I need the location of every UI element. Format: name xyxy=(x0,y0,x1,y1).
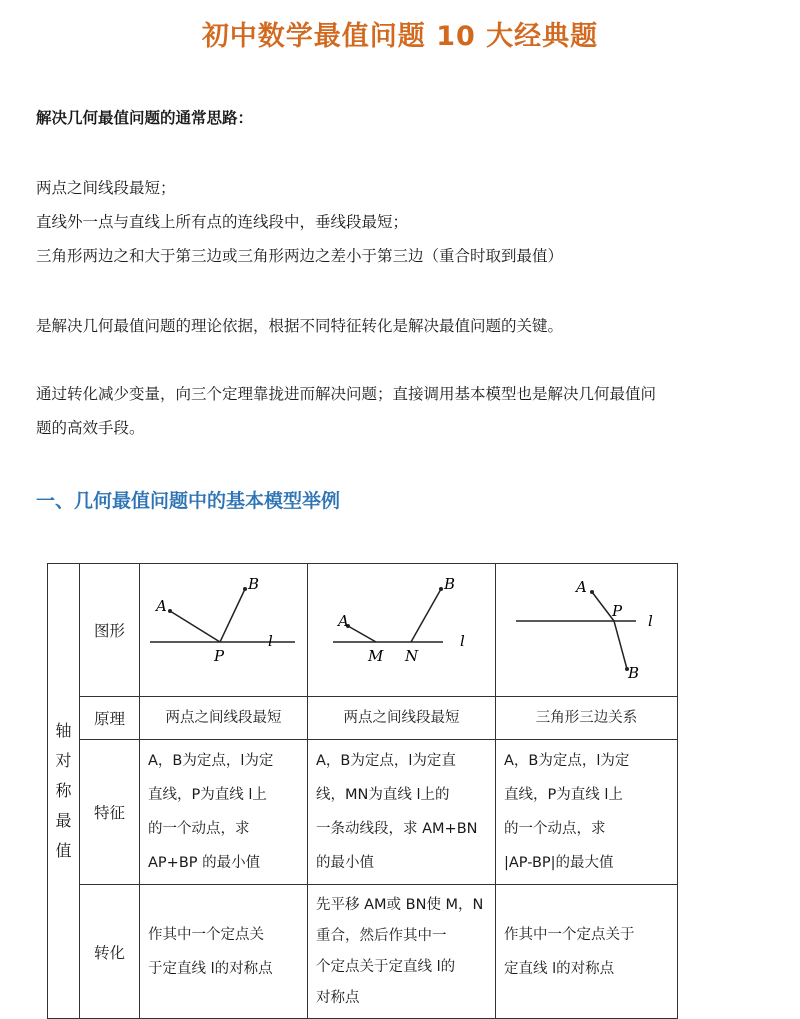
transform-line: 作其中一个定点关于 xyxy=(504,926,635,943)
label-m: M xyxy=(368,647,384,665)
table-row-figure xyxy=(48,564,678,697)
feature-line: 的一个动点，求 xyxy=(148,821,250,837)
feature-line: 的一个动点，求 xyxy=(504,821,606,837)
figure-2 xyxy=(308,564,496,697)
transform-cell-2 xyxy=(308,885,496,1019)
row-header-feature: 特征 xyxy=(80,740,140,885)
point-a xyxy=(590,590,594,594)
model-table xyxy=(47,563,678,1019)
feature-cell-1 xyxy=(140,740,308,885)
transform-cell-3 xyxy=(496,885,678,1019)
figure-1-diagram xyxy=(140,564,308,696)
segment-bn xyxy=(411,589,441,642)
feature-line: 一条动线段，求 AM+BN xyxy=(316,821,478,837)
principle-3: 三角形两边之和大于第三边或三角形两边之差小于第三边（重合时取到最值） xyxy=(36,247,564,265)
feature-cell-2 xyxy=(308,740,496,885)
paragraph-method-line2: 题的高效手段。 xyxy=(36,419,145,437)
principle-1: 两点之间线段最短； xyxy=(36,179,176,197)
figure-3-diagram xyxy=(496,564,678,696)
side-char: 轴 xyxy=(55,721,72,740)
label-b: B xyxy=(628,664,640,682)
label-p: P xyxy=(612,602,623,620)
side-char: 对 xyxy=(55,751,72,770)
page-title: 初中数学最值问题 10 大经典题 xyxy=(201,21,599,52)
figure-3 xyxy=(496,564,678,697)
principle-cell-1: 两点之间线段最短 xyxy=(140,697,308,740)
side-char: 最 xyxy=(55,811,72,830)
label-b: B xyxy=(444,575,456,593)
transform-line: 定直线 l的对称点 xyxy=(504,960,615,977)
table-row-feature xyxy=(48,740,678,885)
feature-cell-3 xyxy=(496,740,678,885)
label-l: l xyxy=(268,632,273,650)
transform-cell-1 xyxy=(140,885,308,1019)
transform-line: 个定点关于定直线 l的 xyxy=(316,958,456,975)
side-char: 值 xyxy=(55,841,72,860)
point-a xyxy=(168,609,172,613)
transform-line: 先平移 AM或 BN使 M，N xyxy=(316,896,484,913)
feature-line: AP+BP 的最小值 xyxy=(148,855,261,871)
segment-bp xyxy=(614,621,627,669)
label-p: P xyxy=(214,647,225,665)
paragraph-theory: 是解决几何最值问题的理论依据，根据不同特征转化是解决最值问题的关键。 xyxy=(36,317,564,335)
feature-line: |AP-BP|的最大值 xyxy=(504,855,614,871)
principle-2: 直线外一点与直线上所有点的连线段中，垂线段最短； xyxy=(36,213,409,231)
label-b: B xyxy=(248,575,260,593)
label-a: A xyxy=(576,578,587,596)
label-l: l xyxy=(460,632,465,650)
row-header-transform: 转化 xyxy=(80,885,140,1019)
side-char: 称 xyxy=(55,781,72,800)
transform-line: 作其中一个定点关 xyxy=(148,926,264,943)
feature-line: 的最小值 xyxy=(316,855,374,871)
segment-bp xyxy=(220,589,245,642)
table-row-principle xyxy=(48,697,678,740)
paragraph-method-line1: 通过转化减少变量，向三个定理靠拢进而解决问题；直接调用基本模型也是解决几何最值问 xyxy=(36,385,657,403)
feature-line: 直线，P为直线 l上 xyxy=(504,787,623,803)
row-header-principle: 原理 xyxy=(80,697,140,740)
section-title: 一、几何最值问题中的基本模型举例 xyxy=(36,490,341,512)
segment-ap xyxy=(170,611,220,642)
feature-line: 线，MN为直线 l上的 xyxy=(316,787,450,803)
table-row-transform xyxy=(48,885,678,1019)
side-label xyxy=(48,564,80,1019)
label-a: A xyxy=(156,597,167,615)
principle-cell-3: 三角形三边关系 xyxy=(496,697,678,740)
figure-2-diagram xyxy=(308,564,496,696)
transform-line: 于定直线 l的对称点 xyxy=(148,960,273,977)
label-l: l xyxy=(648,612,653,630)
principle-cell-2: 两点之间线段最短 xyxy=(308,697,496,740)
feature-line: A，B为定点，l为定 xyxy=(504,753,630,769)
feature-line: A，B为定点，l为定 xyxy=(148,753,274,769)
feature-line: 直线，P为直线 l上 xyxy=(148,787,267,803)
intro-heading: 解决几何最值问题的通常思路： xyxy=(36,109,254,127)
feature-line: A，B为定点，l为定直 xyxy=(316,753,456,769)
label-a: A xyxy=(338,612,349,630)
label-n: N xyxy=(405,647,419,665)
point-b xyxy=(243,587,247,591)
figure-1 xyxy=(140,564,308,697)
row-header-figure: 图形 xyxy=(80,564,140,697)
transform-line: 重合，然后作其中一 xyxy=(316,927,447,944)
transform-line: 对称点 xyxy=(316,989,360,1006)
segment-am xyxy=(348,626,376,642)
segment-ap xyxy=(592,592,614,621)
point-b xyxy=(439,587,443,591)
